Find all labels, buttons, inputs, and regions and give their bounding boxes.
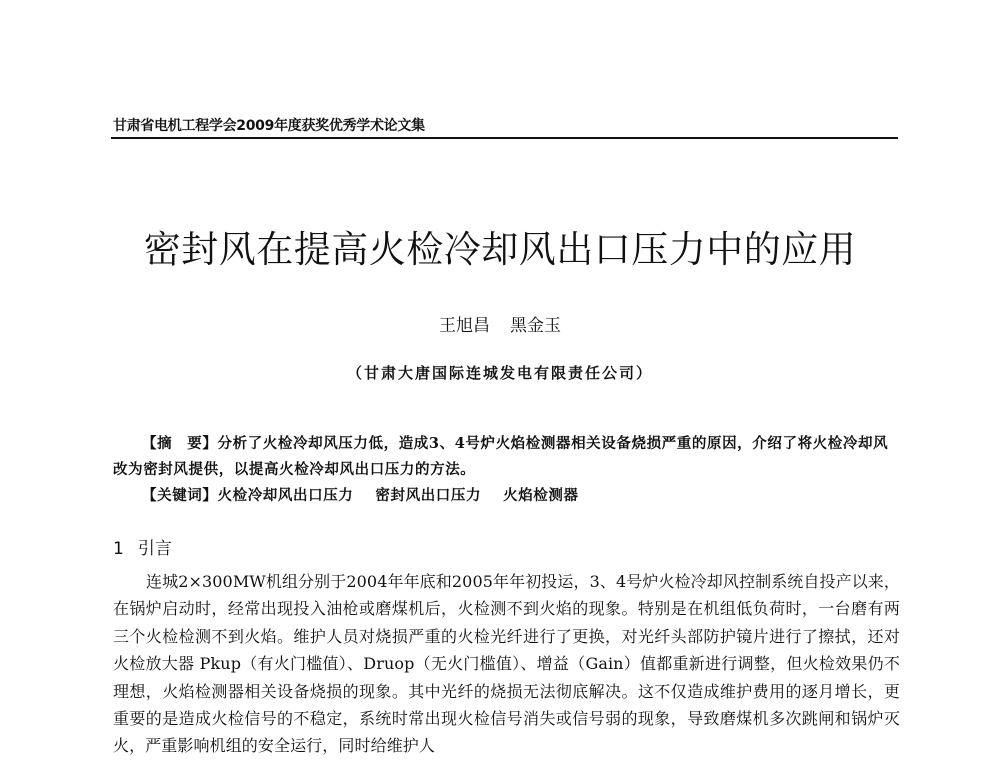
abstract-block [113, 431, 898, 509]
keywords-label: 【关键词】 [142, 487, 218, 504]
author-name: 王旭昌 [439, 316, 490, 336]
keyword: 火检冷却风出口压力 [217, 487, 354, 504]
section-heading [113, 537, 172, 561]
section-number: 1 [113, 539, 124, 559]
keywords-line [113, 483, 898, 509]
author-affiliation: （甘肃大唐国际连城发电有限责任公司） [346, 364, 653, 382]
body-text [113, 568, 900, 760]
author-name: 黑金玉 [510, 316, 561, 336]
keyword: 火焰检测器 [503, 487, 579, 504]
author-list [0, 314, 1000, 338]
body-paragraph: 连城2×300MW机组分别于2004年年底和2005年年初投运，3、4号炉火检冷却风控制系统自投产以来，在锅炉启动时，经常出现投入油枪或磨煤机后，火检测不到火焰的现象。特别是在机组低负荷时，一台磨有两三个火检检测不到火焰。维护人员对烧损严重的火检光纤进行了更换，对光纤头部防护镜片进行了擦拭，还对火检放大器 Pkup（有火门槛值）、Druop（无火门槛值）、增益（Gain）值都重新进行调整，但火检效果仍不理想，火焰检测器相关设备烧损的现象。其中光纤的烧损无法彻底解决。这不仅造成维护费用的逐月增长，更重要的是造成火检信号的不稳定，系统时常出现火检信号消失或信号弱的现象，导致磨煤机多次跳闸和锅炉灭火，严重影响机组的安全运行，同时给维护人 [113, 572, 900, 756]
section-title: 引言 [137, 539, 172, 559]
abstract-text: 分析了火检冷却风压力低，造成3、4号炉火焰检测器相关设备烧损严重的原因，介绍了将火检冷却风改为密封风提供，以提高火检冷却风出口压力的方法。 [113, 435, 889, 478]
running-header: 甘肃省电机工程学会2009年度获奖优秀学术论文集 [113, 118, 425, 134]
paper-title: 密封风在提高火检冷却风出口压力中的应用 [143, 228, 857, 271]
abstract-paragraph [113, 431, 898, 483]
abstract-label: 【摘 要】 [142, 435, 218, 452]
keyword: 密封风出口压力 [375, 487, 482, 504]
header-rule [111, 137, 898, 139]
